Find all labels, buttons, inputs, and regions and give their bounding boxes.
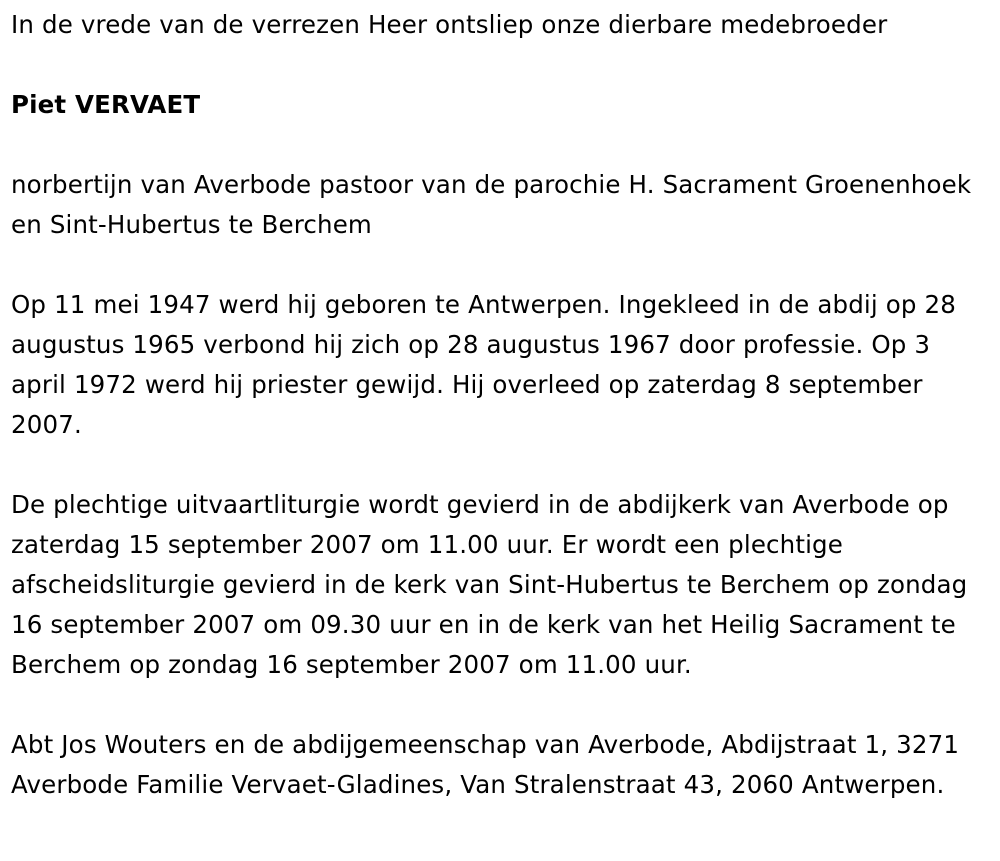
intro-text: In de vrede van de verrezen Heer ontsliep onze dierbare medebroeder: [11, 10, 888, 39]
deceased-name: Piet VERVAET: [11, 90, 201, 119]
contacts-text: Abt Jos Wouters en de abdijgemeenschap van Averbode, Abdijstraat 1, 3271 Averbode Familie Vervaet-Gladines, Van Stralenstraat 43, 2060 Antwerpen.: [11, 730, 960, 799]
obituary-document: [11, 5, 986, 805]
funeral-text: De plechtige uitvaartliturgie wordt gevierd in de abdijkerk van Averbode op zaterdag 15 september 2007 om 11.00 uur. Er wordt een plechtige afscheidsliturgie gevierd in de kerk van Sint-Hubertus te Berchem op zondag 16 september 2007 om 09.30 uur en in de kerk van het Heilig Sacrament te Berchem op zondag 16 september 2007 om 11.00 uur.: [11, 490, 968, 679]
biography-text: Op 11 mei 1947 werd hij geboren te Antwerpen. Ingekleed in de abdij op 28 augustus 1965 verbond hij zich op 28 augustus 1967 door professie. Op 3 april 1972 werd hij priester gewijd. Hij overleed op zaterdag 8 september 2007.: [11, 290, 957, 439]
role-text: norbertijn van Averbode pastoor van de parochie H. Sacrament Groenenhoek en Sint-Hubertus te Berchem: [11, 170, 972, 239]
